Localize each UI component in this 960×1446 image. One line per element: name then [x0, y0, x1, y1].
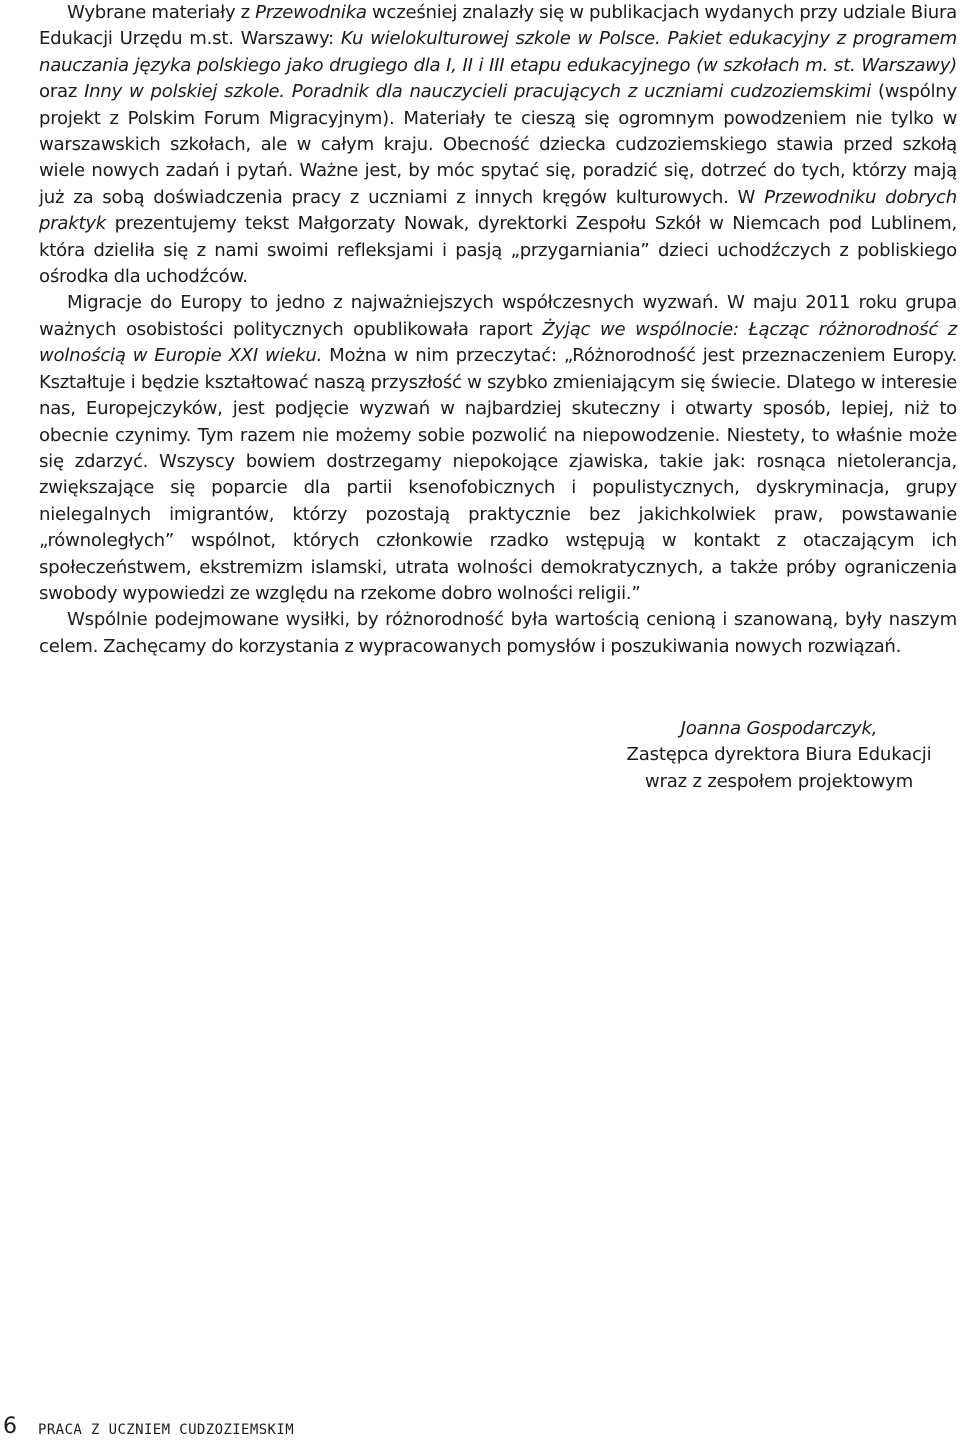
- signature-team: wraz z zespołem projektowym: [644, 770, 914, 792]
- text-run: prezentujemy tekst Małgorzaty Nowak, dyrektorki Zespołu Szkół w Niemcach pod Lublinem, która dzieliła się z nami swoimi refleksjami i pasją „przygarniania” dzieci uchodźczych z pobliskiego ośrodka dla uchodźców.: [39, 213, 957, 288]
- paragraph-migration: [39, 290, 957, 607]
- text-run: wcześniej znalazły się w publikacjach wydanych przy udziale Biura Edukacji Urzędu m.st. Warszawy:: [39, 2, 957, 50]
- italic-title: Żyjąc we wspólnocie: Łącząc różnorodność z wolnością w Europie XXI wieku.: [39, 318, 958, 367]
- page-footer: [0, 1414, 960, 1446]
- text-run: (wspólny projekt z Polskim Forum Migracyjnym). Materiały te cieszą się ogromnym powodzeniem nie tylko w warszawskich szkołach, ale w całym kraju. Obecność dziecka cudzoziemskiego stawia przed szkołą wiele nowych zadań i pytań. Ważne jest, by móc spytać się, poradzić się, dotrzeć do tych, którzy mają już za sobą doświadczenia pracy z uczniami z innych kręgów kulturowych. W: [39, 81, 957, 208]
- text-run: Wybrane materiały z: [67, 2, 256, 23]
- text-run: Migracje do Europy to jedno z najważniejszych współczesnych wyzwań. W maju 2011 roku grupa ważnych osobistości politycznych opublikowała raport: [39, 292, 957, 340]
- paragraph-intro: [39, 0, 957, 290]
- page-number: 6: [3, 1414, 17, 1439]
- text-run: oraz: [39, 81, 85, 103]
- italic-title: Inny w polskiej szkole. Poradnik dla nauczycieli pracujących z uczniami cudzoziemskimi: [84, 81, 871, 103]
- text-run: Można w nim przeczytać: „Różnorodność jest przeznaczeniem Europy. Kształtuje i będzie kształtować naszą przyszłość w szybko zmieniającym się świecie. Dlatego w interesie nas, Europejczyków, jest podjęcie wyzwań w najbardziej skuteczny i otwarty sposób, lepiej, niż to obecnie czynimy. Tym razem nie możemy sobie pozwolić na niepowodzenie. Niestety, to właśnie może się zdarzyć. Wszyscy bowiem dostrzegamy niepokojące zjawiska, takie jak: rosnąca nietolerancja, zwiększające się poparcie dla partii ksenofobicznych i populistycznych, dyskryminacja, grupy nielegalnych imigrantów, którzy pozostają praktycznie bez jakichkolwiek praw, powstawanie „równoległych” wspólnot, których członkowie rzadko wstępują w kontakt z otaczającym ich społeczeństwem, ekstremizm islamski, utrata wolności demokratycznych, a także próby ograniczenia swobody wypowiedzi ze względu na rzekome dobro wolności religii.”: [39, 345, 957, 604]
- document-page: [39, 0, 957, 660]
- text-run: Wspólnie podejmowane wysiłki, by różnorodność była wartością cenioną i szanowaną, były naszym celem. Zachęcamy do korzystania z wypracowanych pomysłów i poszukiwania nowych rozwiązań.: [39, 609, 957, 657]
- italic-title: Ku wielokulturowej szkole w Polsce. Pakiet edukacyjny z programem nauczania języka polskiego jako drugiego dla I, II i III etapu edukacyjnego (w szkołach m. st. Warszawy): [39, 28, 957, 76]
- signature-name: Joanna Gospodarczyk,: [680, 718, 878, 739]
- italic-title: Przewodniku dobrych praktyk: [39, 186, 957, 235]
- running-title: PRACA Z UCZNIEM CUDZOZIEMSKIM: [38, 1422, 295, 1438]
- paragraph-closing: [39, 607, 957, 660]
- italic-title: Przewodnika: [255, 2, 367, 23]
- signature-role: Zastępca dyrektora Biura Edukacji: [626, 744, 932, 766]
- signature-block: [620, 716, 938, 795]
